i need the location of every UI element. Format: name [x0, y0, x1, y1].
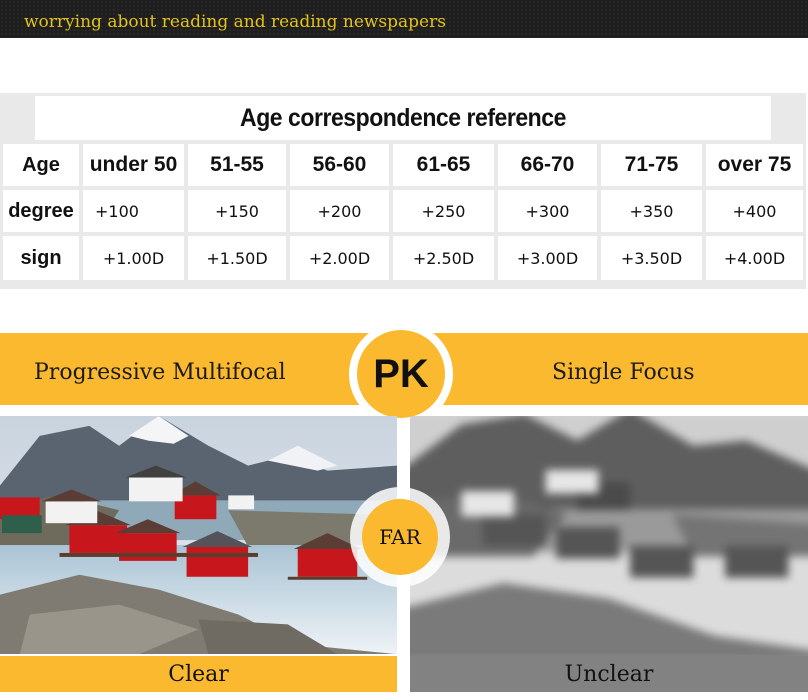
age-cell: under 50: [83, 144, 184, 186]
pk-badge-text: PK: [357, 330, 445, 418]
clear-caption: Clear: [0, 656, 397, 692]
sign-cell: +3.00D: [498, 236, 597, 280]
banner-tagline: worrying about reading and reading newspapers: [24, 12, 446, 32]
row-label-sign: sign: [3, 236, 79, 280]
age-correspondence-table: [0, 93, 806, 289]
age-cell: over 75: [706, 144, 803, 186]
top-banner: [0, 0, 808, 38]
fishing-village-scene: [0, 416, 397, 654]
age-cell: 61-65: [393, 144, 494, 186]
degree-cell: +400: [706, 190, 803, 232]
fishing-village-scene-blurred: [410, 416, 808, 656]
sign-cell: +2.50D: [393, 236, 494, 280]
sign-cell: +1.00D: [83, 236, 184, 280]
far-badge: [350, 487, 450, 587]
age-cell: 71-75: [601, 144, 702, 186]
sign-cell: +4.00D: [706, 236, 803, 280]
single-focus-label: Single Focus: [552, 360, 695, 385]
age-cell: 51-55: [188, 144, 286, 186]
degree-cell: +250: [393, 190, 494, 232]
far-badge-text: FAR: [362, 499, 438, 575]
sign-cell: +3.50D: [601, 236, 702, 280]
sign-cell: +1.50D: [188, 236, 286, 280]
age-cell: 56-60: [290, 144, 389, 186]
row-label-age: Age: [3, 144, 79, 186]
degree-cell: +100: [83, 190, 184, 232]
clear-view-photo: [0, 416, 397, 656]
degree-cell: +150: [188, 190, 286, 232]
sign-cell: +2.00D: [290, 236, 389, 280]
unclear-view-photo: [410, 416, 808, 656]
row-label-degree: degree: [3, 190, 79, 232]
unclear-caption: Unclear: [410, 656, 808, 692]
table-title: Age correspondence reference: [35, 96, 771, 140]
pk-badge: [349, 322, 453, 426]
degree-cell: +350: [601, 190, 702, 232]
age-cell: 66-70: [498, 144, 597, 186]
degree-cell: +300: [498, 190, 597, 232]
progressive-multifocal-label: Progressive Multifocal: [34, 360, 286, 385]
degree-cell: +200: [290, 190, 389, 232]
